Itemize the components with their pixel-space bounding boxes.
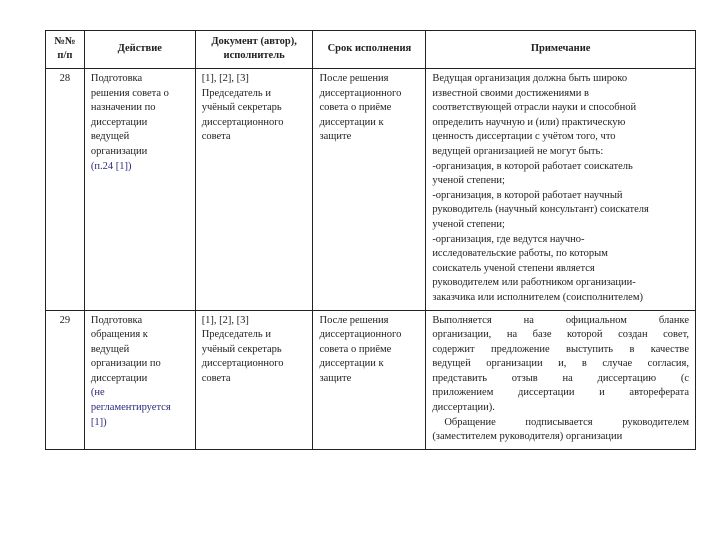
cell-line: руководитель (научный консультант) соискателя (432, 204, 649, 216)
cell-line: диссертации к (319, 116, 384, 128)
cell-line: ученой степени; (432, 175, 505, 187)
reference-link[interactable]: (п.24 [1]) (90, 160, 132, 172)
cell-line: диссертационного (319, 87, 402, 99)
cell-line: -организация, в которой работает соискатель (432, 160, 633, 172)
cell-line: организации по (90, 358, 161, 370)
cell-line: учёный секретарь (201, 102, 282, 114)
cell-line: приложением диссертации и автореферата (432, 387, 689, 399)
cell-line: диссертационного (201, 116, 284, 128)
note-cell (426, 69, 696, 311)
cell-line: решения совета о (90, 87, 169, 99)
header-document: Документ (автор), исполнитель (195, 31, 313, 69)
cell-line: (заместителем руководителя) организации (432, 431, 623, 443)
cell-line: обращения к (90, 329, 148, 341)
cell-line: После решения (319, 73, 389, 84)
cell-line: Подготовка (90, 314, 143, 326)
cell-line: диссертационного (201, 358, 284, 370)
cell-line: известной своими достижениями в (432, 87, 589, 99)
cell-line: После решения (319, 314, 389, 326)
cell-line: организации, на базе которой создан совет, (432, 329, 689, 341)
cell-line: учёный секретарь (201, 343, 282, 355)
procedure-table (45, 30, 696, 450)
cell-line: -организация, в которой работает научный (432, 189, 623, 201)
cell-line: соответствующей отрасли науки и способной (432, 102, 637, 114)
cell-line: Ведущая организация должна быть широко (432, 73, 628, 84)
cell-line: защите (319, 372, 352, 384)
table-header-row (46, 31, 696, 69)
document-cell (195, 69, 313, 311)
cell-line: [1], [2], [3] (201, 73, 249, 84)
action-cell (84, 310, 195, 449)
note-cell (426, 310, 696, 449)
cell-line: Подготовка (90, 73, 143, 84)
deadline-cell (313, 310, 426, 449)
cell-line: совета о приёме (319, 343, 392, 355)
cell-line: -организация, где ведутся научно- (432, 233, 585, 245)
document-cell (195, 310, 313, 449)
reference-link[interactable]: регламентируется (90, 402, 171, 414)
cell-line: защите (319, 131, 352, 143)
deadline-cell (313, 69, 426, 311)
cell-line: Председатель и (201, 329, 271, 341)
cell-line: представить отзыв на диссертацию (с (432, 372, 689, 384)
row-number: 29 (46, 310, 85, 449)
cell-line: Председатель и (201, 87, 271, 99)
table-row (46, 310, 696, 449)
cell-line: совета (201, 372, 231, 384)
cell-line: [1], [2], [3] (201, 314, 249, 326)
cell-line: ценность диссертации с учётом того, что (432, 131, 616, 143)
cell-line: ведущей (90, 131, 130, 143)
header-note: Примечание (426, 31, 696, 69)
cell-line: Обращение подписывается руководителем (444, 416, 689, 428)
cell-line: организации (90, 145, 148, 157)
cell-line: определить научную и (или) практическую (432, 116, 626, 128)
action-cell (84, 69, 195, 311)
cell-line: ведущей (90, 343, 130, 355)
header-deadline: Срок исполнения (313, 31, 426, 69)
cell-line: ведущей организации и, в случае согласия, (432, 358, 689, 370)
cell-line: диссертации (90, 116, 148, 128)
header-number: №№ п/п (46, 31, 85, 69)
reference-link[interactable]: (не (90, 387, 105, 399)
header-action: Действие (84, 31, 195, 69)
table-row (46, 69, 696, 311)
cell-line: диссертации (90, 372, 148, 384)
cell-line: содержит предложение выступить в качестве (432, 343, 689, 355)
cell-line: диссертации). (432, 402, 495, 414)
cell-line: соискатель ученой степени является (432, 262, 595, 274)
cell-line: исследовательские работы, по которым (432, 248, 608, 260)
cell-line: Выполняется на официальном бланке (432, 314, 689, 326)
cell-line: диссертационного (319, 329, 402, 341)
cell-line: назначении по (90, 102, 156, 114)
cell-line: совета (201, 131, 231, 143)
cell-line: заказчика или исполнителем (соисполнителем) (432, 291, 643, 303)
cell-line: ведущей организацией не могут быть: (432, 145, 604, 157)
cell-line: совета о приёме (319, 102, 392, 114)
reference-link[interactable]: [1]) (90, 416, 107, 428)
cell-line: диссертации к (319, 358, 384, 370)
row-number: 28 (46, 69, 85, 311)
cell-line: ученой степени; (432, 218, 505, 230)
cell-line: руководителем или работником организации- (432, 277, 636, 289)
